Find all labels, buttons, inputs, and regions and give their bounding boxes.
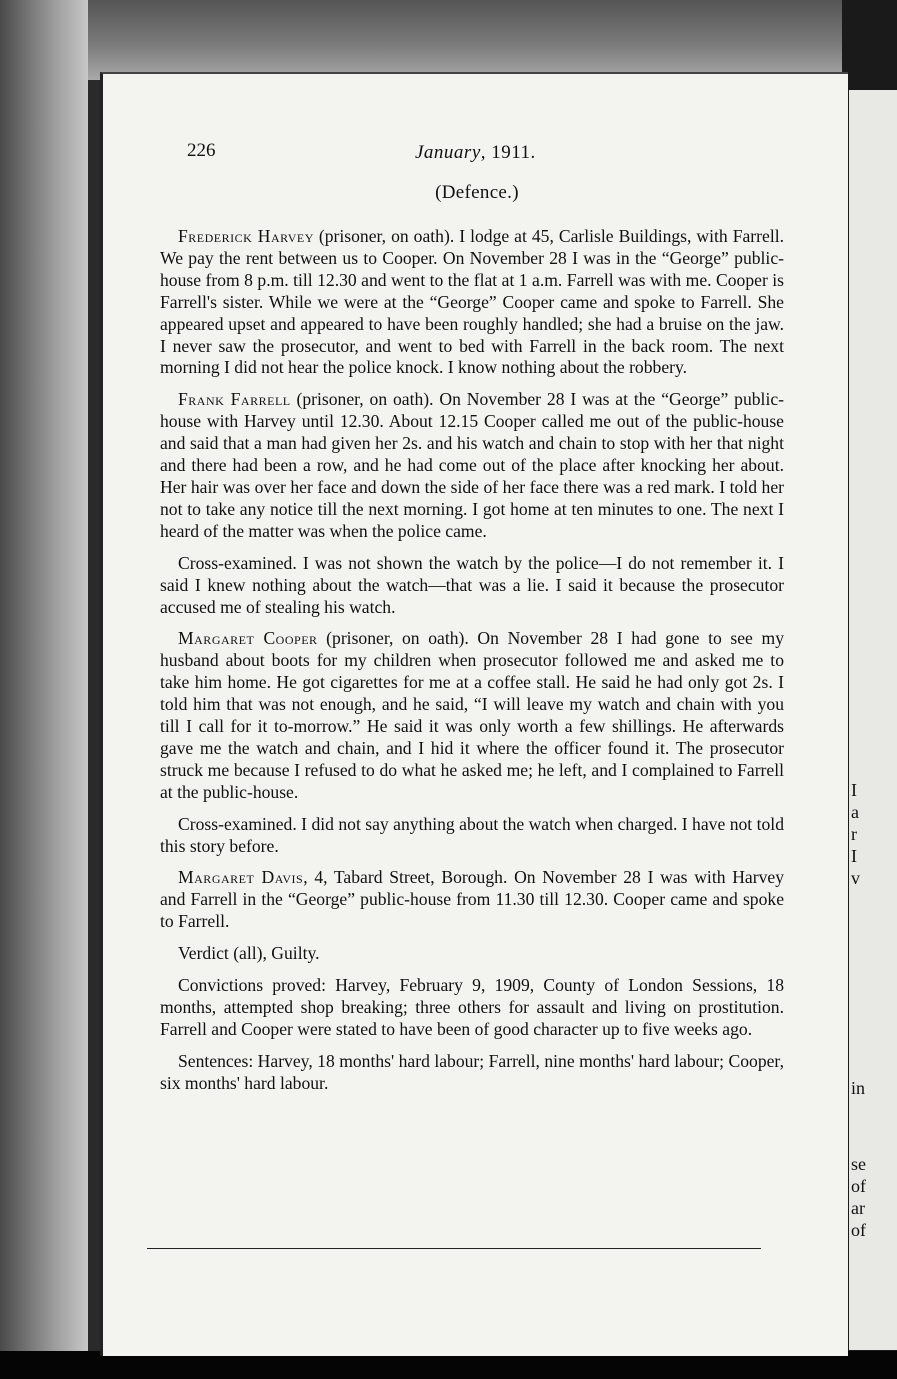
page-number: 226 [187,140,216,161]
speaker-name: Frank Farrell [178,389,291,410]
page-header [187,140,787,170]
adjacent-page-fragment [849,90,897,1350]
paragraph-davis-evidence [160,867,784,933]
paragraph-text: Verdict (all), Guilty. [178,943,320,964]
margin-fragment: se [851,1154,866,1174]
section-heading: (Defence.) [435,182,519,203]
closing-rule [147,1248,761,1249]
paragraph-cooper-cross [160,814,784,858]
microfilm-top-border [0,0,897,80]
paragraph-sentences [160,1051,784,1095]
margin-fragment: a [851,802,859,822]
paragraph-convictions [160,975,784,1041]
paragraph-text: Cross-examined. I did not say anything about the watch when charged. I have not told this story before. [160,813,784,856]
paragraph-text: Convictions proved: Harvey, February 9, 1909, County of London Sessions, 18 months, attempted shop breaking; three others for assault and living on prostitution. Farrell and Cooper were stated to have been of good character up to five weeks ago. [160,975,784,1039]
paragraph-text: Cross-examined. I was not shown the watch by the police—I do not remember it. I said I knew nothing about the watch—that was a lie. I said it because the prosecutor accused me of stealing his watch. [160,552,784,617]
margin-fragment: of [851,1176,866,1196]
paragraph-text: (prisoner, on oath). I lodge at 45, Carlisle Buildings, with Farrell. We pay the rent between us to Cooper. On November 28 I was in the “George” public-house from 8 p.m. till 12.30 and went to the flat at 1 a.m. Farrell was with me. Cooper is Farrell's sister. While we were at the “George” Cooper came and spoke to Farrell. She appeared upset and appeared to have been roughly handled; she had a bruise on the jaw. I never saw the prosecutor, and went to bed with Farrell in the back room. The next morning I did not hear the police knock. I know nothing about the robbery. [160,226,785,378]
margin-fragment: in [851,1078,866,1098]
speaker-name: Margaret Cooper [178,628,318,649]
margin-fragment: I [851,846,857,866]
paragraph-harvey-evidence [160,226,784,379]
paragraph-farrell-cross [160,553,784,619]
body-text [160,226,784,1105]
paragraph-text: Sentences: Harvey, 18 months' hard labour; Farrell, nine months' hard labour; Cooper, six months' hard labour. [160,1050,784,1093]
running-head-month: January [415,142,481,163]
paragraph-text: (prisoner, on oath). On November 28 I was at the “George” public-house with Harvey until 12.30. About 12.15 Cooper called me out of the public-house and said that a man had given her 2s. and his watch and chain to stop with her that night and there had been a row, and he had come out of the place after knocking her about. Her hair was over her face and down the side of her face there was a red mark. I told her not to take any notice till the next morning. I got home at ten minutes to one. The next I heard of the matter was when the police came. [160,389,784,541]
speaker-name: Frederick Harvey [178,226,314,246]
running-head [415,142,536,164]
margin-fragment: ar [851,1198,865,1218]
margin-fragment: of [851,1220,866,1240]
microfilm-left-border [0,0,88,1379]
paragraph-text: (prisoner, on oath). On November 28 I had gone to see my husband about boots for my children when prosecutor followed me and asked me to take him home. He got cigarettes for me at a coffee stall. He said he had only got 2s. I told him that was not enough, and he said, “I will leave my watch and chain with you till I call for it to-morrow.” He said it was only worth a few shillings. He afterwards gave me the watch and chain, and I hid it where the officer found it. The prosecutor struck me because I refused to do what he asked me; he left, and I complained to Farrell at the public-house. [160,628,784,802]
paragraph-verdict [160,943,784,965]
margin-fragment: I [851,780,857,800]
running-head-year: , 1911. [480,142,536,163]
paragraph-cooper-evidence [160,628,784,803]
paragraph-farrell-evidence [160,389,784,542]
book-page [100,72,848,1356]
margin-fragment: r [851,824,857,844]
margin-fragment: v [851,868,860,888]
paragraph-text: , 4, Tabard Street, Borough. On November 28 I was with Harvey and Farrell in the “George” public-house from 11.30 till 12.30. Cooper came and spoke to Farrell. [160,867,785,932]
speaker-name: Margaret Davis [178,867,304,888]
